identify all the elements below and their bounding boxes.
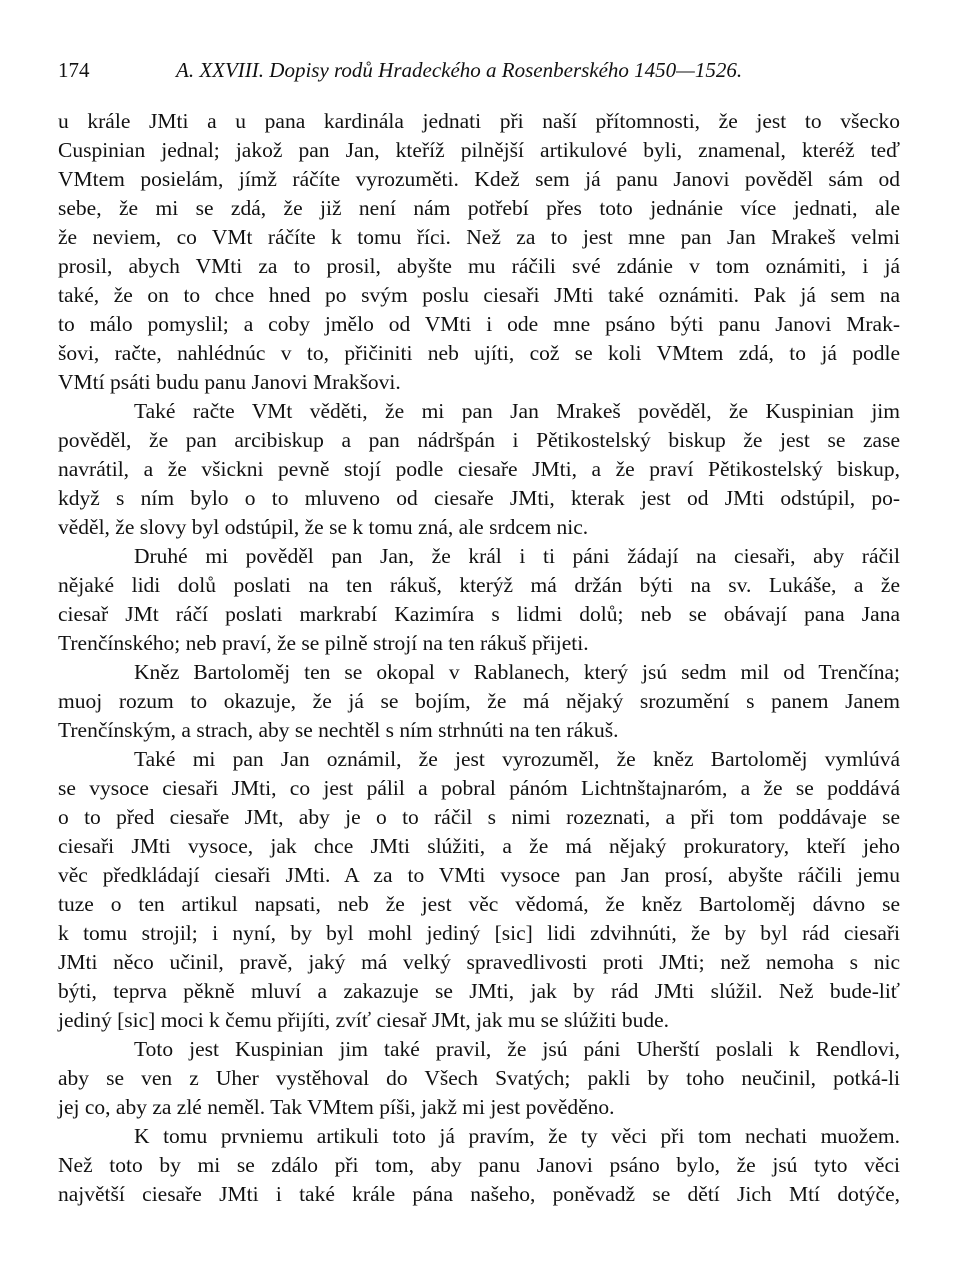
text-line: že neviem, co VMt ráčíte k tomu říci. Než za to jest mne pan Jan Mrakeš velmi — [58, 225, 900, 249]
text-line: Toto jest Kuspinian jim také pravil, že jsú páni Uherští poslali k Rendlovi, — [134, 1037, 900, 1061]
text-line: najvětší ciesaře JMti i také krále pána našeho, poněvadž se dětí Jich Mtí dotýče, — [58, 1182, 900, 1206]
text-line: VMtem posielám, jímž ráčíte vyrozuměti. Kdež sem já panu Janovi pověděl sám od — [58, 167, 900, 191]
text-line: Kněz Bartoloměj ten se okopal v Rablanech, který jsú sedm mil od Trenčína; — [134, 660, 900, 684]
text-line: muoj rozum to okazuje, že já se bojím, že má nějaký srozumění s panem Janem — [58, 689, 900, 713]
text-line: věc předkládají ciesaři JMti. A za to VMti vysoce pan Jan prosí, abyšte ráčili jemu — [58, 863, 900, 887]
text-line: Také račte VMt věděti, že mi pan Jan Mrakeš pověděl, že Kuspinian jim — [134, 399, 900, 423]
text-line: k tomu strojil; i nyní, by byl mohl jediný [sic] lidi zdvihnúti, že by byl rád ciesaři — [58, 921, 900, 945]
text-line: to málo pomyslil; a coby jmělo od VMti i ode mne psáno býti panu Janovi Mrak- — [58, 312, 900, 336]
text-line: věděl, že slovy byl odstúpil, že se k tomu zná, ale srdcem nic. — [58, 515, 589, 539]
text-line: aby se ven z Uher vystěhoval do Všech Svatých; pakli by toho neučinil, potká-li — [58, 1066, 900, 1090]
text-line: VMtí psáti budu panu Janovi Mrakšovi. — [58, 370, 401, 394]
text-line: také, že on to chce hned po svým poslu ciesaři JMti také oznámiti. Pak já sem na — [58, 283, 900, 307]
text-line: Cuspinian jednal; jakož pan Jan, kteříž pilnější artikulové byli, znamenal, kteréž teď — [58, 138, 900, 162]
text-line: ciesaři JMti vysoce, jak chce JMti slúžiti, a že má nějaký prokuratory, kteří jeho — [58, 834, 900, 858]
page-header — [58, 58, 900, 88]
text-line: Druhé mi pověděl pan Jan, že král i ti páni žádají na ciesaři, aby ráčil — [134, 544, 900, 568]
text-line: jej co, aby za zlé neměl. Tak VMtem píši, jakž mi jest pověděno. — [58, 1095, 615, 1119]
text-line: šovi, račte, nahlédnúc v to, přičiniti neb ujíti, což se koli VMtem zdá, to já podle — [58, 341, 900, 365]
text-line: býti, teprva pěkně mluví a zakazuje se JMti, jak by rád JMti slúžil. Než bude-liť — [58, 979, 900, 1003]
text-line: u krále JMti a u pana kardinála jednati při naší přítomnosti, že jest to všecko — [58, 109, 900, 133]
body-text — [58, 107, 900, 1209]
text-line: pověděl, že pan arcibiskup a pan nádršpán i Pětikostelský biskup že jest se zase — [58, 428, 900, 452]
text-line: jediný [sic] moci k čemu přijíti, zvíť ciesař JMt, jak mu se slúžiti bude. — [58, 1008, 670, 1032]
text-line: Také mi pan Jan oznámil, že jest vyrozuměl, že kněz Bartoloměj vymlúvá — [134, 747, 900, 771]
text-line: sebe, že mi se zdá, že již není nám potřebí přes toto jednánie více jednati, ale — [58, 196, 900, 220]
text-line: JMti něco učinil, pravě, jaký má velký spravedlivosti proti JMti; než nemoha s nic — [58, 950, 900, 974]
text-line: Trenčínského; neb praví, že se pilně strojí na ten rákuš přijeti. — [58, 631, 589, 655]
text-line: Než toto by mi se zdálo při tom, aby panu Janovi psáno bylo, že jsú tyto věci — [58, 1153, 900, 1177]
running-title: A. XXVIII. Dopisy rodů Hradeckého a Rosenberského 1450—1526. — [176, 58, 743, 82]
text-line: o to před ciesaře JMt, aby je o to ráčil s nimi rozeznati, a při tom poddávaje se — [58, 805, 900, 829]
text-line: ciesař JMt ráčí poslati markrabí Kazimíra s lidmi dolů; neb se obávají pana Jana — [58, 602, 900, 626]
text-line: když s ním bylo o to mluveno od ciesaře JMti, kterak jest od JMti odstúpil, po- — [58, 486, 900, 510]
text-line: Trenčínským, a strach, aby se nechtěl s ním strhnúti na ten rákuš. — [58, 718, 619, 742]
text-line: nějaké lidi dolů poslati na ten rákuš, kterýž má držán býti na sv. Lukáše, a že — [58, 573, 900, 597]
text-line: prosil, abych VMti za to prosil, abyšte mu ráčili své zdánie v tom oznámiti, i já — [58, 254, 900, 278]
text-line: K tomu prvniemu artikuli toto já pravím, že ty věci při tom nechati muožem. — [134, 1124, 900, 1148]
text-line: navrátil, a že všickni pevně stojí podle ciesaře JMti, a že praví Pětikostelský biskup, — [58, 457, 900, 481]
text-line: se vysoce ciesaři JMti, co jest pálil a pobral pánóm Lichtnštajnaróm, a že se poddává — [58, 776, 900, 800]
text-line: tuze o ten artikul napsati, neb že jest věc vědomá, že kněz Bartoloměj dávno se — [58, 892, 900, 916]
page-number: 174 — [58, 58, 90, 82]
